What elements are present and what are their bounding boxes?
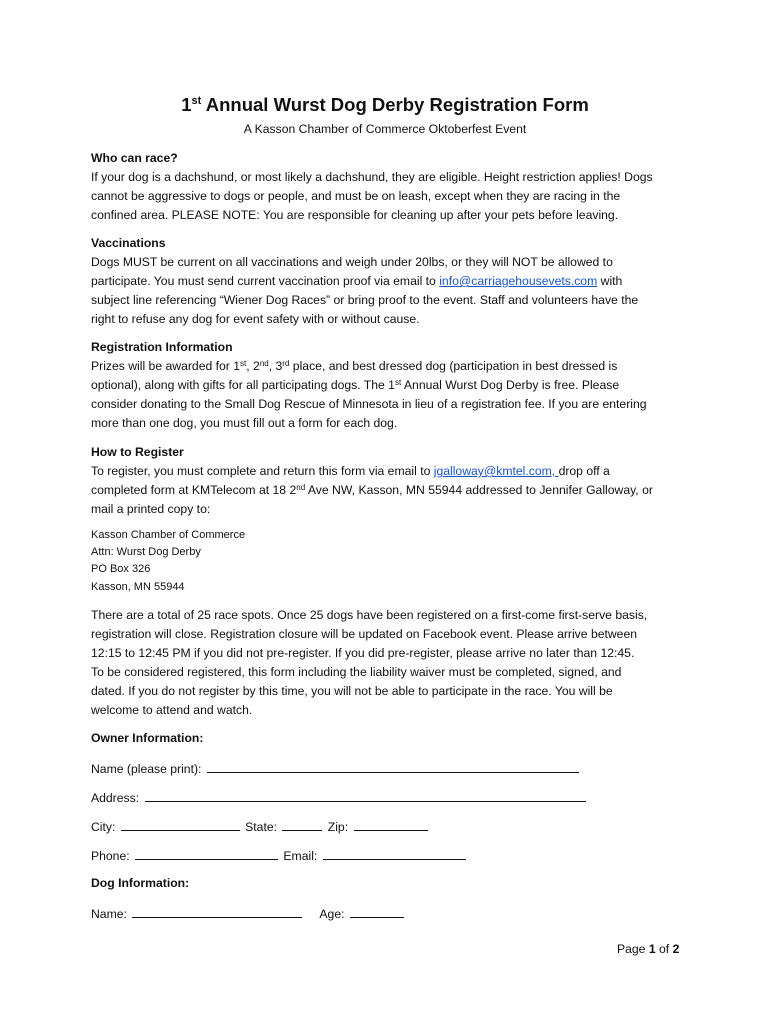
paragraph-line: optional), along with gifts for all participating dogs. The 1st Annual Wurst Dog Derby is free. Please [91, 378, 620, 392]
dog-name-row [91, 905, 406, 923]
paragraph-line: right to refuse any dog for event safety with or without cause. [91, 312, 420, 326]
owner-phone-field[interactable] [135, 847, 278, 860]
owner-address-label: Address: [91, 791, 140, 805]
section-how-to-register [91, 443, 691, 519]
vaccination-email-link[interactable]: info@carriagehousevets.com [439, 274, 598, 288]
owner-zip-field[interactable] [354, 818, 428, 831]
paragraph-line: Prizes will be awarded for 1st, 2nd, 3rd place, and best dressed dog (participation in best dressed is [91, 359, 618, 373]
dog-age-label: Age: [319, 907, 345, 921]
page-number: Page 1 of 2 [617, 942, 680, 956]
paragraph-line: dated. If you do not register by this time, you will not be able to participate in the race. You will be [91, 684, 613, 698]
paragraph-line: registration will close. Registration closure will be updated on Facebook event. Please arrive between [91, 627, 638, 641]
owner-state-field[interactable] [282, 818, 322, 831]
paragraph-line: There are a total of 25 race spots. Once 25 dogs have been registered on a first-come first-serve basis, [91, 608, 648, 622]
paragraph-line: mail a printed copy to: [91, 502, 211, 516]
paragraph-line: If your dog is a dachshund, or most likely a dachshund, they are eligible. Height restriction applies! Dogs [91, 170, 653, 184]
paragraph-line: completed form at KMTelecom at 18 2nd Ave NW, Kasson, MN 55944 addressed to Jennifer Galloway, or [91, 483, 653, 497]
dog-name-field[interactable] [132, 905, 302, 918]
owner-phone-row [91, 847, 468, 865]
section-race-spots [91, 606, 691, 720]
registration-email-link[interactable]: jgalloway@kmtel.com, [433, 464, 559, 478]
address-line: Kasson Chamber of Commerce [91, 529, 246, 541]
dog-age-field[interactable] [350, 905, 404, 918]
section-vaccinations [91, 234, 691, 329]
owner-name-label: Name (please print): [91, 762, 202, 776]
section-heading: How to Register [91, 445, 184, 459]
paragraph-line: To register, you must complete and return this form via email to jgalloway@kmtel.com, drop off a [91, 464, 610, 478]
paragraph-line: participate. You must send current vaccination proof via email to info@carriagehousevets.com with [91, 274, 623, 288]
section-heading: Vaccinations [91, 236, 166, 250]
paragraph-line: Dogs MUST be current on all vaccinations and weigh under 20lbs, or they will NOT be allowed to [91, 255, 613, 269]
paragraph-line: welcome to attend and watch. [91, 703, 253, 717]
owner-name-field[interactable] [207, 760, 579, 773]
paragraph-line: To be considered registered, this form including the liability waiver must be completed, signed, and [91, 665, 622, 679]
mailing-address [91, 527, 245, 596]
owner-info-heading: Owner Information: [91, 731, 204, 745]
section-heading: Registration Information [91, 340, 233, 354]
owner-phone-label: Phone: [91, 849, 130, 863]
paragraph-line: cannot be aggressive to dogs or people, and must be on leash, except when they are racing in the [91, 189, 621, 203]
page-title: 1st Annual Wurst Dog Derby Registration Form [181, 94, 589, 115]
owner-address-row [91, 789, 588, 807]
section-registration-info [91, 338, 691, 433]
dog-name-label: Name: [91, 907, 127, 921]
owner-zip-label: Zip: [327, 820, 349, 834]
owner-city-label: City: [91, 820, 116, 834]
dog-info-heading: Dog Information: [91, 876, 190, 890]
paragraph-line: confined area. PLEASE NOTE: You are responsible for cleaning up after your pets before leaving. [91, 208, 619, 222]
owner-email-field[interactable] [323, 847, 466, 860]
owner-city-row [91, 818, 430, 836]
section-who-can-race [91, 149, 691, 225]
paragraph-line: more than one dog, you must fill out a form for each dog. [91, 416, 398, 430]
owner-name-row [91, 760, 581, 778]
page-subtitle: A Kasson Chamber of Commerce Oktoberfest Event [243, 122, 527, 136]
owner-city-field[interactable] [121, 818, 240, 831]
address-line: PO Box 326 [91, 563, 151, 576]
paragraph-line: consider donating to the Small Dog Rescue of Minnesota in lieu of a registration fee. If you are entering [91, 397, 647, 411]
owner-email-label: Email: [283, 849, 318, 863]
paragraph-line: subject line referencing “Wiener Dog Races” or bring proof to the event. Staff and volunteers have the [91, 293, 639, 307]
address-line: Kasson, MN 55944 [91, 580, 185, 593]
section-heading: Who can race? [91, 151, 178, 165]
owner-address-field[interactable] [145, 789, 586, 802]
paragraph-line: 12:15 to 12:45 PM if you did not pre-register. If you did pre-register, please arrive no later than 12:45. [91, 646, 635, 660]
address-line: Attn: Wurst Dog Derby [91, 546, 201, 559]
owner-state-label: State: [245, 820, 277, 834]
